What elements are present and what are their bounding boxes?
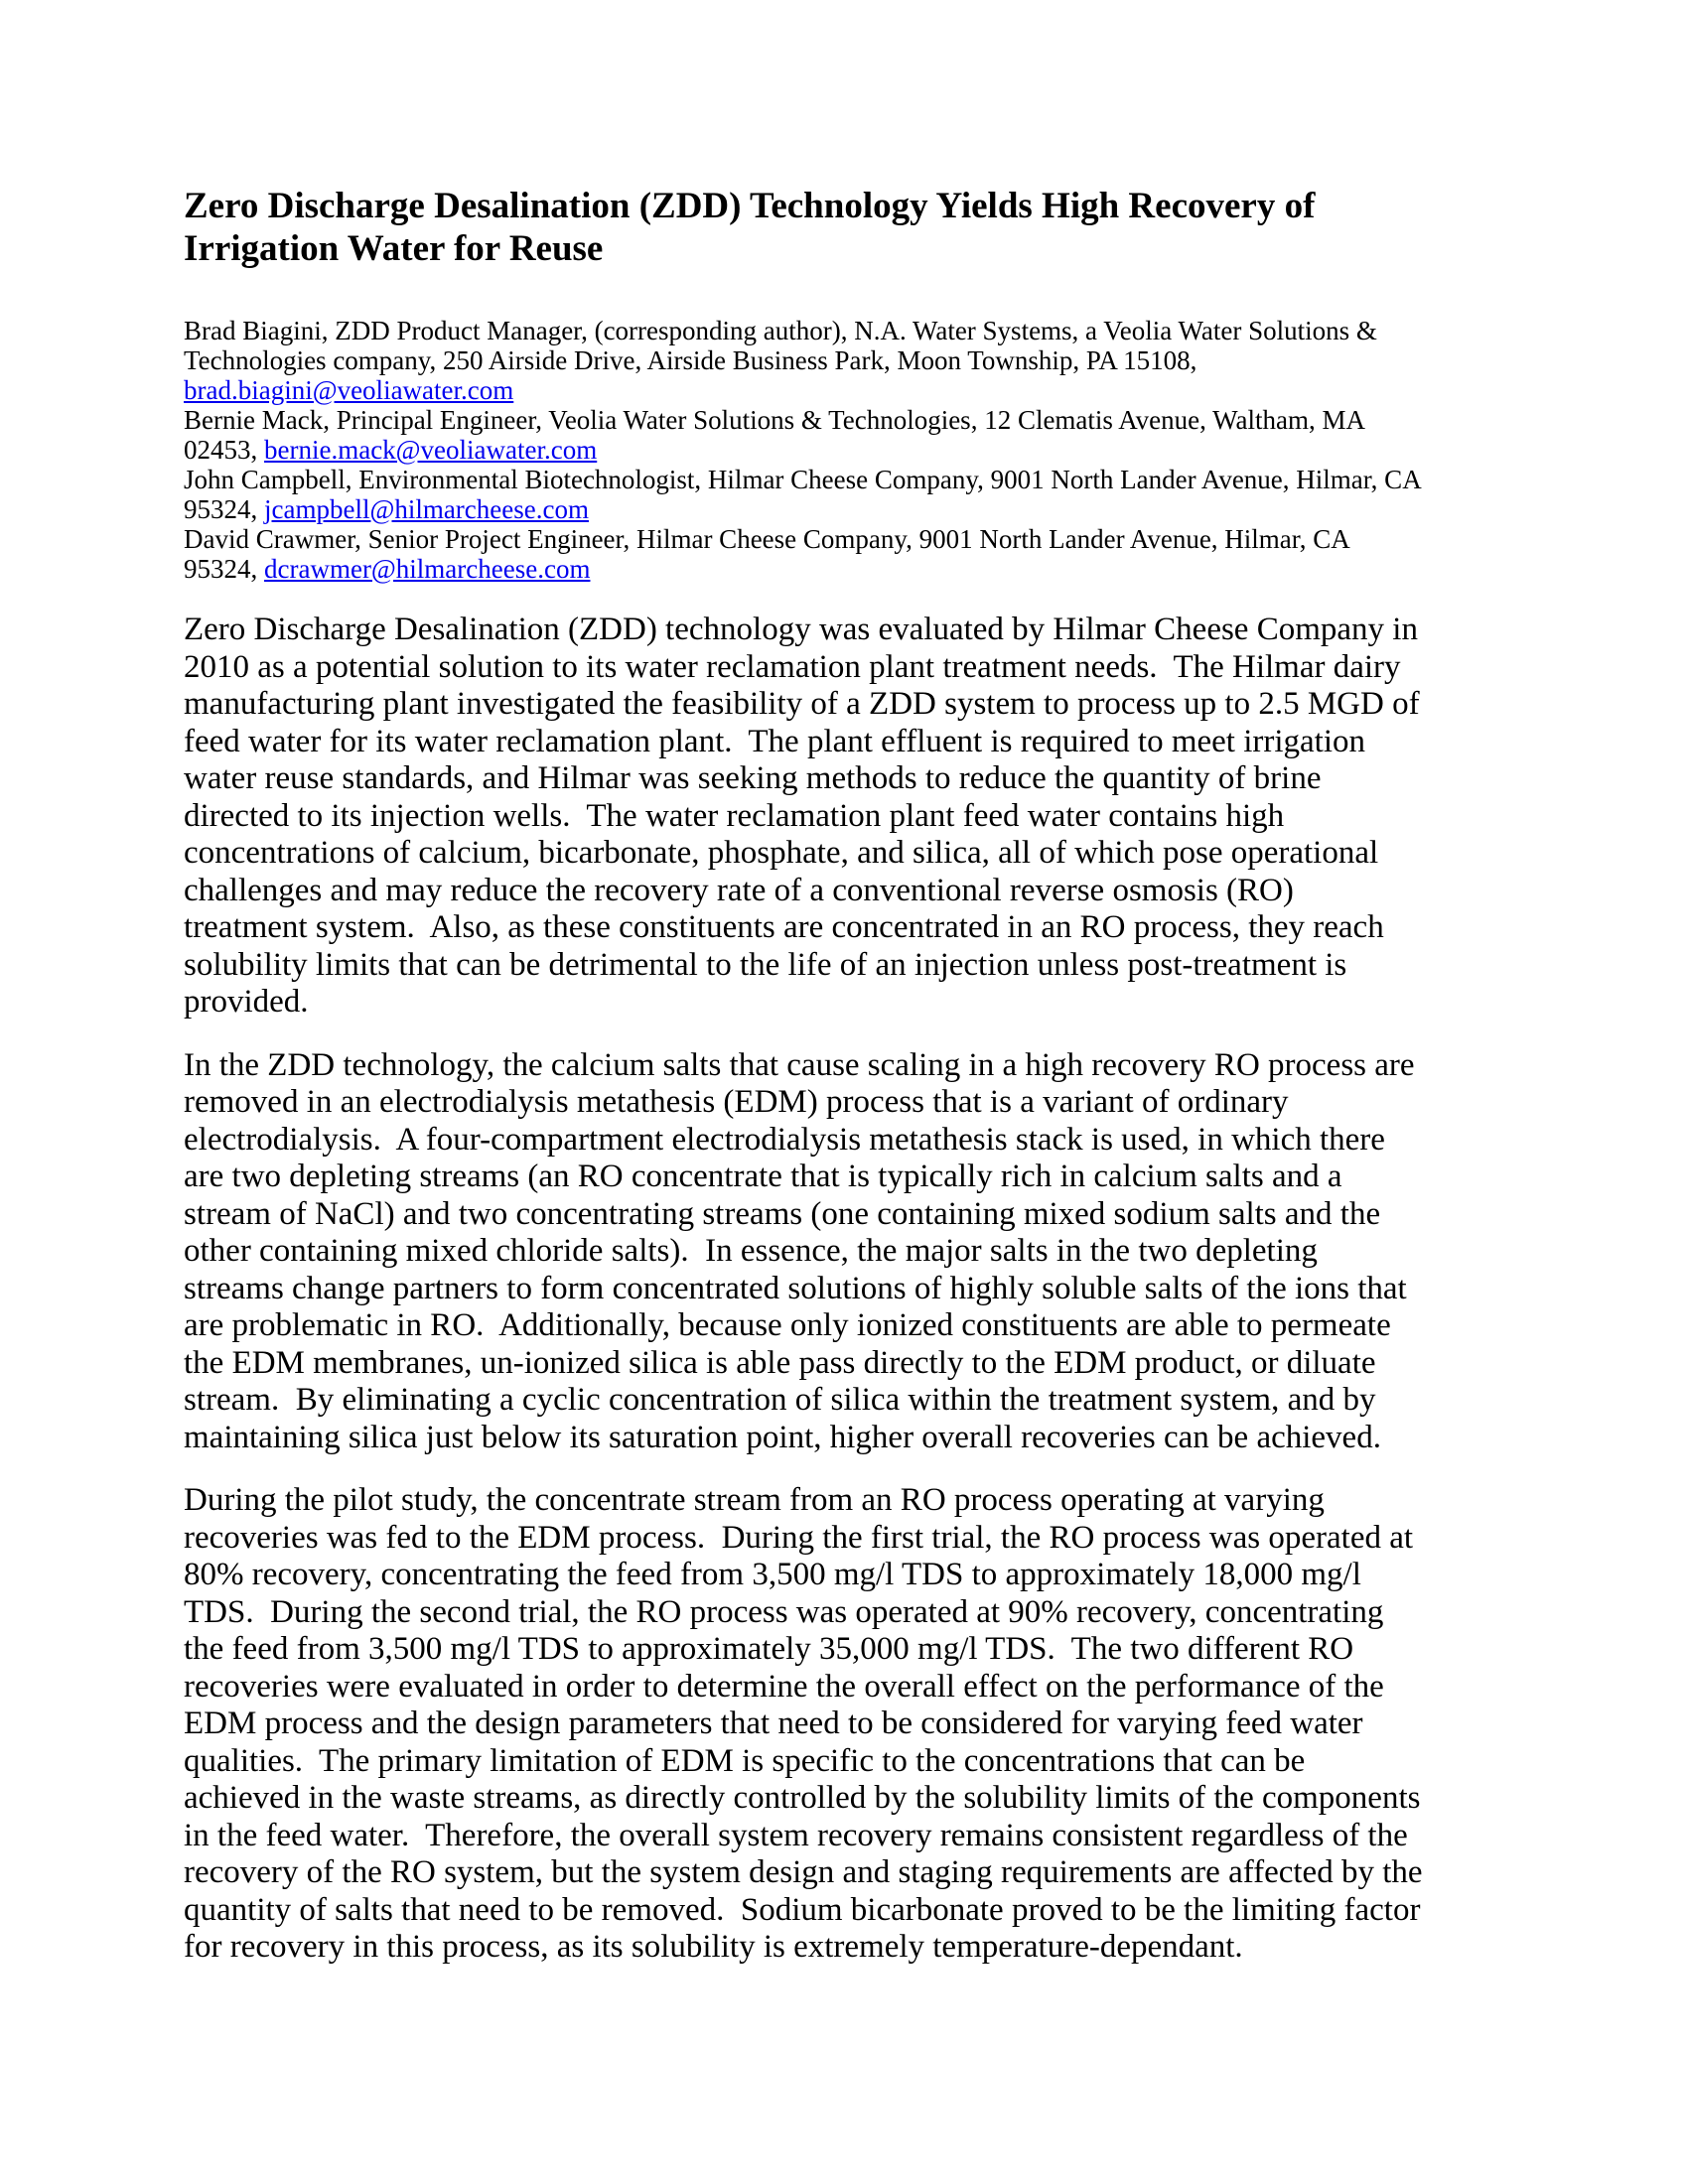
author-entry-bernie-mack xyxy=(184,405,1425,465)
author-text: Brad Biagini, ZDD Product Manager, (corresponding author), N.A. Water Systems, a Veolia Water Solutions & Technologies company, 250 Airside Drive, Airside Business Park, Moon Township, PA 15108, xyxy=(184,316,1377,375)
body-text xyxy=(184,612,1431,1967)
author-text: Bernie Mack, Principal Engineer, Veolia Water Solutions & Technologies, 12 Clematis Avenue, Waltham, MA 02453, xyxy=(184,405,1364,465)
author-text: John Campbell, Environmental Biotechnologist, Hilmar Cheese Company, 9001 North Lander Avenue, Hilmar, CA 95324, xyxy=(184,465,1421,524)
author-block xyxy=(184,316,1425,584)
email-link-john-campbell[interactable]: jcampbell@hilmarcheese.com xyxy=(264,494,589,524)
page-title: Zero Discharge Desalination (ZDD) Technology Yields High Recovery of Irrigation Water for Reuse xyxy=(184,186,1316,269)
paragraph-1: Zero Discharge Desalination (ZDD) technology was evaluated by Hilmar Cheese Company in 2010 as a potential solution to its water reclamation plant treatment needs. The Hilmar dairy manufacturing plant investigated the feasibility of a ZDD system to process up to 2.5 MGD of feed water for its water reclamation plant. The plant effluent is required to meet irrigation water reuse standards, and Hilmar was seeking methods to reduce the quantity of brine directed to its injection wells. The water reclamation plant feed water contains high concentrations of calcium, bicarbonate, phosphate, and silica, all of which pose operational challenges and may reduce the recovery rate of a conventional reverse osmosis (RO) treatment system. Also, as these constituents are concentrated in an RO process, they reach solubility limits that can be detrimental to the life of an injection unless post-treatment is provided. xyxy=(184,612,1428,1020)
author-text: David Crawmer, Senior Project Engineer, Hilmar Cheese Company, 9001 North Lander Avenue, Hilmar, CA 95324, xyxy=(184,524,1349,584)
email-link-david-crawmer[interactable]: dcrawmer@hilmarcheese.com xyxy=(264,554,591,584)
paragraph-3: During the pilot study, the concentrate stream from an RO process operating at varying recoveries was fed to the EDM process. During the first trial, the RO process was operated at 80% recovery, concentrating the feed from 3,500 mg/l TDS to approximately 18,000 mg/l TDS. During the second trial, the RO process was operated at 90% recovery, concentrating the feed from 3,500 mg/l TDS to approximately 35,000 mg/l TDS. The two different RO recoveries were evaluated in order to determine the overall effect on the performance of the EDM process and the design parameters that need to be considered for varying feed water qualities. The primary limitation of EDM is specific to the concentrations that can be achieved in the waste streams, as directly controlled by the solubility limits of the components in the feed water. Therefore, the overall system recovery remains consistent regardless of the recovery of the RO system, but the system design and staging requirements are affected by the quantity of salts that need to be removed. Sodium bicarbonate proved to be the limiting factor for recovery in this process, as its solubility is extremely temperature-dependant. xyxy=(184,1482,1431,1965)
author-entry-david-crawmer xyxy=(184,524,1425,584)
document-page xyxy=(184,185,1431,1967)
author-entry-john-campbell xyxy=(184,465,1425,524)
email-link-brad-biagini[interactable]: brad.biagini@veoliawater.com xyxy=(184,375,514,405)
paragraph-2: In the ZDD technology, the calcium salts that cause scaling in a high recovery RO process are removed in an electrodialysis metathesis (EDM) process that is a variant of ordinary electrodialysis. A four-compartment electrodialysis metathesis stack is used, in which there are two depleting streams (an RO concentrate that is typically rich in calcium salts and a stream of NaCl) and two concentrating streams (one containing mixed sodium salts and the other containing mixed chloride salts). In essence, the major salts in the two depleting streams change partners to form concentrated solutions of highly soluble salts of the ions that are problematic in RO. Additionally, because only ionized constituents are able to permeate the EDM membranes, un-ionized silica is able pass directly to the EDM product, or diluate stream. By eliminating a cyclic concentration of silica within the treatment system, and by maintaining silica just below its saturation point, higher overall recoveries can be achieved. xyxy=(184,1046,1423,1455)
email-link-bernie-mack[interactable]: bernie.mack@veoliawater.com xyxy=(264,435,598,465)
author-entry-brad-biagini xyxy=(184,316,1425,405)
